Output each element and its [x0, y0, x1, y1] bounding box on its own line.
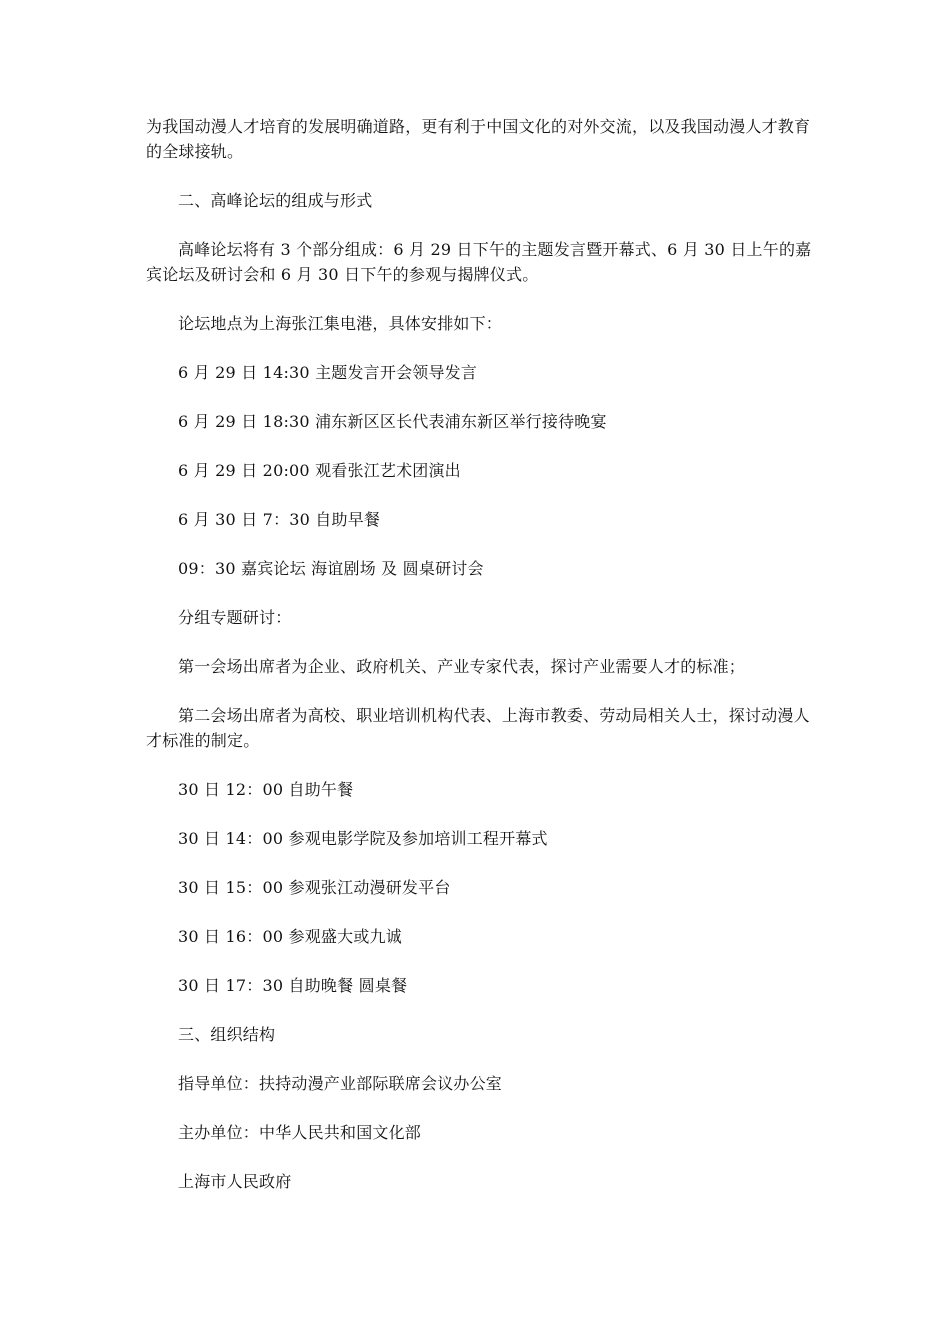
schedule-item: 30 日 17：30 自助晚餐 圆桌餐: [178, 976, 408, 995]
paragraph-group-discussion: 分组专题研讨：: [178, 608, 292, 627]
paragraph-host-unit: 主办单位：中华人民共和国文化部: [178, 1123, 422, 1142]
schedule-item: 30 日 16：00 参观盛大或九诚: [178, 927, 402, 946]
paragraph-venue-two: 第二会场出席者为高校、职业培训机构代表、上海市教委、劳动局相关人士，探讨动漫人才标准的制定。: [146, 706, 810, 750]
schedule-item: 09：30 嘉宾论坛 海谊剧场 及 圆桌研讨会: [178, 559, 484, 578]
schedule-item: 6 月 30 日 7：30 自助早餐: [178, 510, 381, 529]
document-body: [146, 114, 812, 1218]
paragraph-host-unit-secondary: 上海市人民政府: [178, 1172, 292, 1191]
section-heading-forum-composition: 二、高峰论坛的组成与形式: [178, 191, 373, 210]
schedule-item: 30 日 14：00 参观电影学院及参加培训工程开幕式: [178, 829, 548, 848]
paragraph-venue-one: 第一会场出席者为企业、政府机关、产业专家代表，探讨产业需要人才的标准；: [178, 657, 746, 676]
paragraph-intro-continuation: 为我国动漫人才培育的发展明确道路，更有利于中国文化的对外交流，以及我国动漫人才教育的全球接轨。: [146, 117, 811, 161]
paragraph-forum-parts: 高峰论坛将有 3 个部分组成：6 月 29 日下午的主题发言暨开幕式、6 月 30 日上午的嘉宾论坛及研讨会和 6 月 30 日下午的参观与揭牌仪式。: [146, 240, 812, 284]
schedule-item: 6 月 29 日 18:30 浦东新区区长代表浦东新区举行接待晚宴: [178, 412, 607, 431]
schedule-item: 6 月 29 日 20:00 观看张江艺术团演出: [178, 461, 461, 480]
schedule-item: 6 月 29 日 14:30 主题发言开会领导发言: [178, 363, 478, 382]
paragraph-forum-location: 论坛地点为上海张江集电港，具体安排如下：: [178, 314, 503, 333]
section-heading-organization: 三、组织结构: [178, 1025, 276, 1044]
schedule-item: 30 日 12：00 自助午餐: [178, 780, 354, 799]
schedule-item: 30 日 15：00 参观张江动漫研发平台: [178, 878, 451, 897]
paragraph-guiding-unit: 指导单位：扶持动漫产业部际联席会议办公室: [178, 1074, 503, 1093]
